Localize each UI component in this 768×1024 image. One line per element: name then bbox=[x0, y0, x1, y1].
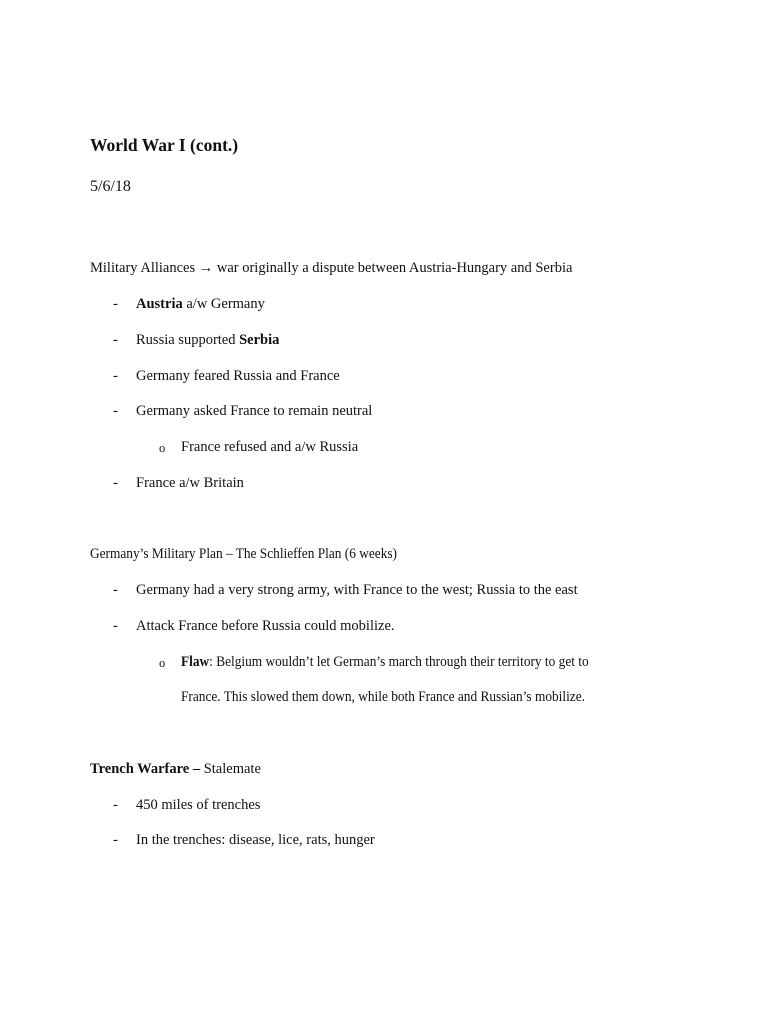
bold-term: Trench Warfare – bbox=[90, 761, 201, 777]
list-item: Germany had a very strong army, with France to the west; Russia to the east bbox=[136, 582, 578, 598]
list-item bbox=[136, 331, 279, 349]
list-item: In the trenches: disease, lice, rats, hunger bbox=[136, 832, 375, 848]
sub-list-item bbox=[181, 653, 624, 671]
item-text: : Belgium wouldn’t let German’s march through their territory to get to bbox=[209, 654, 589, 670]
list-item: Germany asked France to remain neutral bbox=[136, 403, 373, 419]
heading-text: Stalemate bbox=[200, 761, 261, 777]
dash-marker: - bbox=[113, 296, 118, 312]
page-title: World War I (cont.) bbox=[90, 135, 239, 155]
dash-marker: - bbox=[113, 797, 118, 813]
dash-marker: - bbox=[113, 618, 118, 634]
list-item: 450 miles of trenches bbox=[136, 797, 261, 813]
arrow-icon: → bbox=[198, 260, 214, 276]
heading-text: Military Alliances bbox=[90, 260, 199, 276]
sub-bullet-marker: o bbox=[159, 656, 166, 670]
dash-marker: - bbox=[113, 582, 118, 598]
dash-marker: - bbox=[113, 368, 118, 384]
dash-marker: - bbox=[113, 332, 118, 348]
sub-bullet-marker: o bbox=[159, 441, 166, 455]
heading-text-continued: war originally a dispute between Austria-Hungary and Serbia bbox=[213, 260, 573, 276]
bold-term: Serbia bbox=[239, 332, 280, 348]
section-heading-schlieffen-plan bbox=[90, 545, 424, 563]
heading-text: Germany’s Military Plan – The Schlieffen Plan (6 weeks) bbox=[90, 546, 398, 562]
list-item: Attack France before Russia could mobilize. bbox=[136, 618, 395, 634]
section-heading-trench-warfare bbox=[90, 760, 261, 778]
section-heading-military-alliances bbox=[90, 259, 572, 277]
item-text: France. This slowed them down, while both France and Russian’s mobilize. bbox=[181, 689, 585, 705]
bold-term: Austria bbox=[136, 296, 183, 312]
list-item: France a/w Britain bbox=[136, 475, 244, 491]
item-text: Russia supported bbox=[136, 332, 240, 348]
bold-term: Flaw bbox=[181, 654, 210, 670]
dash-marker: - bbox=[113, 832, 118, 848]
dash-marker: - bbox=[113, 403, 118, 419]
sub-list-item: France refused and a/w Russia bbox=[181, 439, 359, 455]
item-text: a/w Germany bbox=[182, 296, 265, 312]
sub-list-item-continued bbox=[181, 688, 620, 706]
document-date: 5/6/18 bbox=[90, 178, 131, 195]
list-item bbox=[136, 295, 265, 313]
list-item: Germany feared Russia and France bbox=[136, 368, 340, 384]
dash-marker: - bbox=[113, 475, 118, 491]
